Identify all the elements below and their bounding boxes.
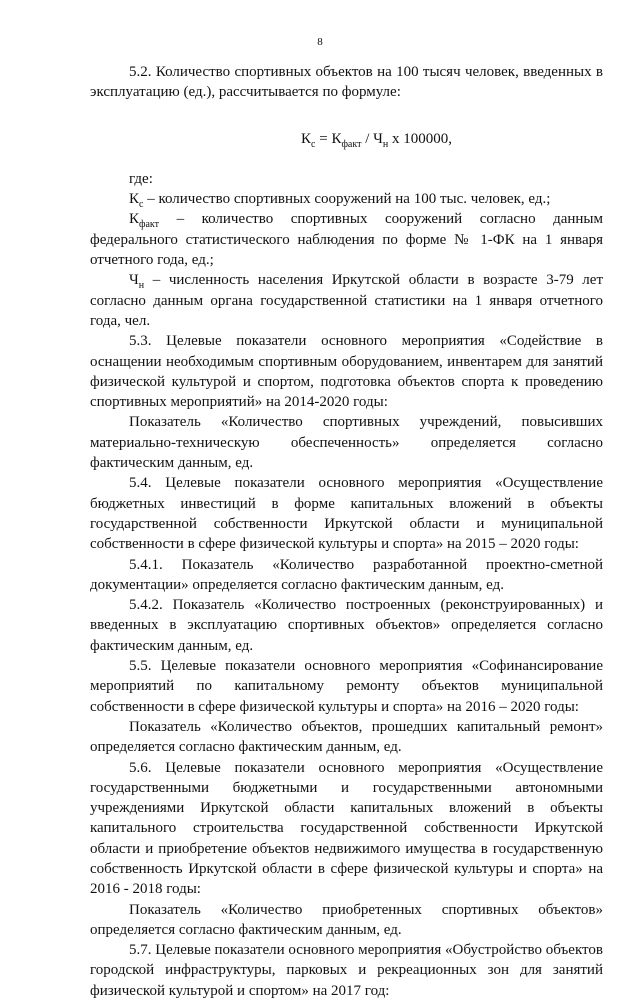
definition-kf: $К_{факт}$ – количество спортивных сооружений согласно данным федерального статистического наблюдения по форме № 1-ФК на 1 января отчетного года, ед.; <box>90 211 604 269</box>
formula-kf-sub: факт <box>341 138 362 150</box>
paragraph-5-4-1: 5.4.1. Показатель «Количество разработанной проектно-сметной документации» определяется согласно фактическим данным, ед. <box>90 556 603 593</box>
paragraph-5-2: 5.2. Количество спортивных объектов на 100 тысяч человек, введенных в эксплуатацию (ед.), рассчитывается по формуле: <box>90 64 603 101</box>
formula-kc-sub: с <box>311 138 316 150</box>
page-number: 8 <box>317 36 323 48</box>
paragraph-5-5-indicator: Показатель «Количество объектов, прошедших капитальный ремонт» определяется согласно фактическим данным, ед. <box>90 718 603 756</box>
formula-kf: К <box>331 130 342 147</box>
paragraph-5-5: 5.5. Целевые показатели основного мероприятия «Софинансирование мероприятий по капитальному ремонту объектов муниципальной собственности в сфере физической культуры и спорта» на 2016 – 2020 годы: <box>90 658 603 715</box>
paragraph-5-3-indicator: Показатель «Количество спортивных учреждений, повысивших материально-техническую обеспеченность» определяется согласно фактическим данным, ед. <box>90 414 603 472</box>
formula-mult: х 100000, <box>388 130 452 147</box>
paragraph-5-3: 5.3. Целевые показатели основного мероприятия «Содействие в оснащении необходимым спортивным оборудованием, инвентарем для занятий физической культурой и спортом, подготовка объектов спорта к проведению спортивных мероприятий» на 2014-2020 годы: <box>90 333 603 411</box>
definition-ch: $Ч_н$ – численность населения Иркутской области в возрасте 3-79 лет согласно данным органа государственной статистики на 1 января отчетного года, чел. <box>90 272 604 329</box>
paragraph-5-4: 5.4. Целевые показатели основного мероприятия «Осуществление бюджетных инвестиций в форме капитальных вложений в объекты государственной собственности Иркутской области и муниципальной собственности в сфере физической культуры и спорта» на 2015 – 2020 годы: <box>90 475 603 553</box>
formula-ch-sub: н <box>382 138 389 150</box>
formula <box>90 129 603 149</box>
formula-div: / <box>361 130 374 147</box>
paragraph-5-7: 5.7. Целевые показатели основного мероприятия «Обустройство объектов городской инфраструктуры, парковых и рекреационных зон для занятий физической культурой и спортом» на 2017 год: <box>90 942 603 999</box>
paragraph-5-4-2: 5.4.2. Показатель «Количество построенных (реконструированных) и введенных в эксплуатацию спортивных объектов» определяется согласно фактическим данным, ед. <box>90 597 603 654</box>
paragraph-5-6: 5.6. Целевые показатели основного мероприятия «Осуществление государственными бюджетными и государственными автономными учреждениями Иркутской области капитальных вложений в объекты капитального строительства государственной собственности Иркутской области и приобретение объектов недвижимого имущества в государственную собственность Иркутской области в сфере физической культуры и спорта» на 2016 - 2018 годы: <box>90 759 603 898</box>
definition-kc: $К_с$ – количество спортивных сооружений на 100 тыс. человек, ед.; <box>129 191 551 211</box>
where-label: где: <box>129 170 153 187</box>
document-body <box>90 62 603 1001</box>
formula-ch: Ч <box>373 130 383 147</box>
formula-kc: К <box>301 130 312 147</box>
formula-eq: = <box>315 130 332 147</box>
paragraph-5-6-indicator: Показатель «Количество приобретенных спортивных объектов» определяется согласно фактическим данным, ед. <box>90 901 603 938</box>
